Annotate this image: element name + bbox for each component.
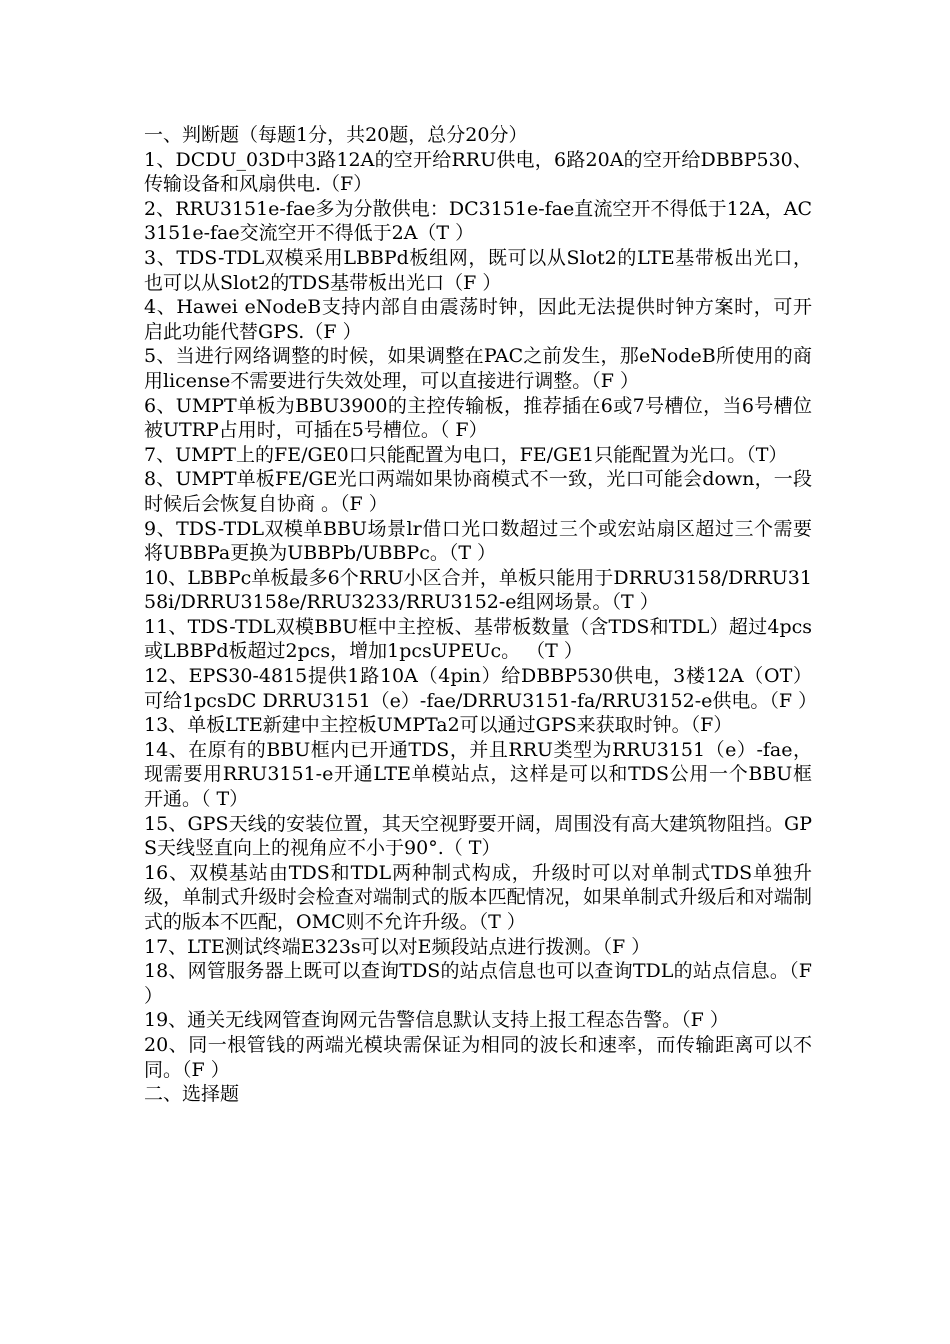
section-heading-choice: 二、选择题 — [144, 1083, 240, 1106]
question-item-15: 15、GPS天线的安装位置，其天空视野要开阔，周围没有高大建筑物阻挡。GPS天线竖直向上的视角应不小于90°.（ T） — [144, 812, 812, 860]
document-body — [144, 123, 818, 1107]
question-item-13: 13、单板LTE新建中主控板UMPTa2可以通过GPS来获取时钟。（F） — [144, 714, 733, 737]
question-item-11: 11、TDS-TDL双模BBU框中主控板、基带板数量（含TDS和TDL）超过4pcs或LBBPd板超过2pcs，增加1pcsUPEUc。 （T ） — [144, 615, 812, 663]
question-item-20: 20、同一根管钱的两端光模块需保证为相同的波长和速率，而传输距离可以不同。（F ） — [144, 1033, 812, 1081]
question-item-18: 18、网管服务器上既可以查询TDS的站点信息也可以查询TDL的站点信息。（F ） — [144, 960, 812, 1007]
question-item-9: 9、TDS-TDL双模单BBU场景lr借口光口数超过三个或宏站扇区超过三个需要将UBBPa更换为UBBPb/UBBPc。（T ） — [144, 517, 812, 565]
question-item-16: 16、双模基站由TDS和TDL两种制式构成，升级时可以对单制式TDS单独升级，单制式升级时会检查对端制式的版本匹配情况，如果单制式升级后和对端制式的版本不匹配，OMC则不允许升级。（T ） — [144, 861, 812, 933]
question-item-10: 10、LBBPc单板最多6个RRU小区合并，单板只能用于DRRU3158/DRRU3158i/DRRU3158e/RRU3233/RRU3152-e组网场景。（T ） — [144, 566, 812, 614]
question-item-5: 5、当进行网络调整的时候，如果调整在PAC之前发生，那eNodeB所使用的商用license不需要进行失效处理，可以直接进行调整。（F ） — [144, 345, 812, 392]
question-item-17: 17、LTE测试终端E323s可以对E频段站点进行拨测。（F ） — [144, 935, 651, 958]
question-item-6: 6、UMPT单板为BBU3900的主控传输板，推荐插在6或7号槽位，当6号槽位被UTRP占用时，可插在5号槽位。（ F） — [144, 394, 812, 442]
section-heading-judgment: 一、判断题（每题1分，共20题，总分20分） — [144, 124, 528, 146]
question-item-8: 8、UMPT单板FE/GE光口两端如果协商模式不一致，光口可能会down，一段时候后会恢复自协商 。（F ） — [144, 468, 812, 515]
question-item-19: 19、通关无线网管查询网元告警信息默认支持上报工程态告警。（F ） — [144, 1009, 729, 1032]
question-item-14: 14、在原有的BBU框内已开通TDS，并且RRU类型为RRU3151（e）-fae，现需要用RRU3151-e开通LTE单模站点，这样是可以和TDS公用一个BBU框开通。（ T） — [144, 738, 812, 811]
question-item-4: 4、Hawei eNodeB支持内部自由震荡时钟，因此无法提供时钟方案时，可开启此功能代替GPS.（F ） — [144, 296, 812, 343]
question-item-7: 7、UMPT上的FE/GE0口只能配置为电口，FE/GE1只能配置为光口。（T） — [144, 443, 788, 466]
question-item-12: 12、EPS30-4815提供1路10A（4pin）给DBBP530供电，3楼12A（OT）可给1pcsDC DRRU3151（e）-fae/DRRU3151-fa/RRU3152-e供电。（F ） — [144, 665, 818, 712]
question-item-2: 2、RRU3151e-fae多为分散供电：DC3151e-fae直流空开不得低于12A，AC3151e-fae交流空开不得低于2A（T ） — [144, 197, 812, 245]
question-item-3: 3、TDS-TDL双模采用LBBPd板组网，既可以从Slot2的LTE基带板出光口，也可以从Slot2的TDS基带板出光口（F ） — [144, 246, 812, 294]
question-item-1: 1、DCDU_03D中3路12A的空开给RRU供电，6路20A的空开给DBBP530、传输设备和风扇供电.（F） — [144, 148, 812, 196]
